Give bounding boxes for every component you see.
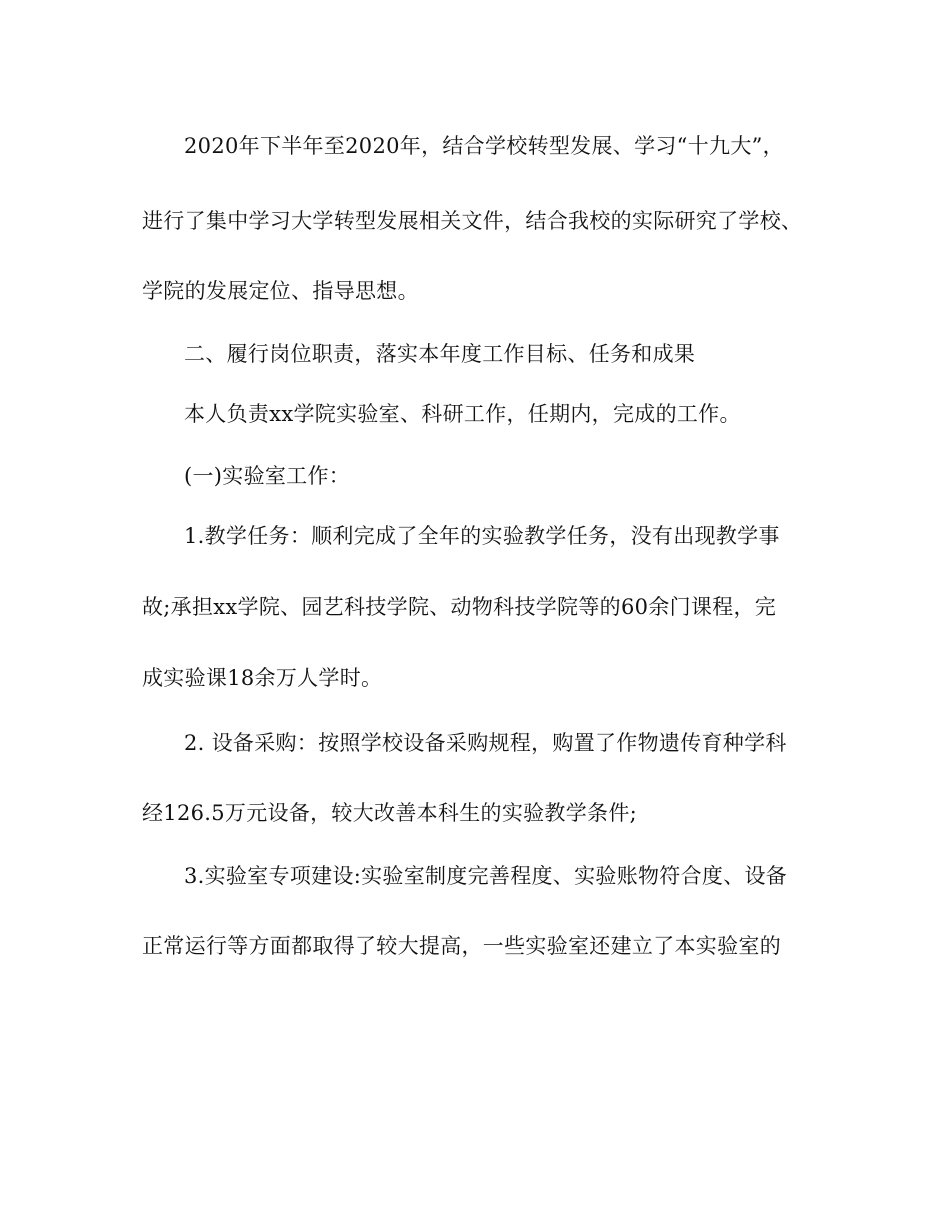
list-item-line: 成实验课18余万人学时。 xyxy=(142,666,383,690)
paragraph-line: 本人负责xx学院实验室、科研工作，任期内，完成的工作。 xyxy=(184,402,741,426)
list-item-line: 正常运行等方面都取得了较大提高，一些实验室还建立了本实验室的 xyxy=(142,934,781,958)
list-item-line: 2. 设备采购：按照学校设备采购规程，购置了作物遗传育种学科 xyxy=(184,731,787,755)
paragraph-line: 学院的发展定位、指导思想。 xyxy=(142,279,419,303)
list-item-line: 1.教学任务：顺利完成了全年的实验教学任务，没有出现教学事 xyxy=(184,524,780,548)
list-item-line: 故;承担xx学院、园艺科技学院、动物科技学院等的60余门课程，完 xyxy=(142,595,777,619)
section-heading: 二、履行岗位职责，落实本年度工作目标、任务和成果 xyxy=(184,342,696,366)
list-item-line: 经126.5万元设备，较大改善本科生的实验教学条件; xyxy=(142,801,637,825)
subsection-heading: (一)实验室工作： xyxy=(184,464,351,488)
paragraph-line: 进行了集中学习大学转型发展相关文件，结合我校的实际研究了学校、 xyxy=(142,209,803,233)
list-item-line: 3.实验室专项建设:实验室制度完善程度、实验账物符合度、设备 xyxy=(184,864,788,888)
paragraph-line: 2020年下半年至2020年，结合学校转型发展、学习“十九大”， xyxy=(184,134,784,158)
